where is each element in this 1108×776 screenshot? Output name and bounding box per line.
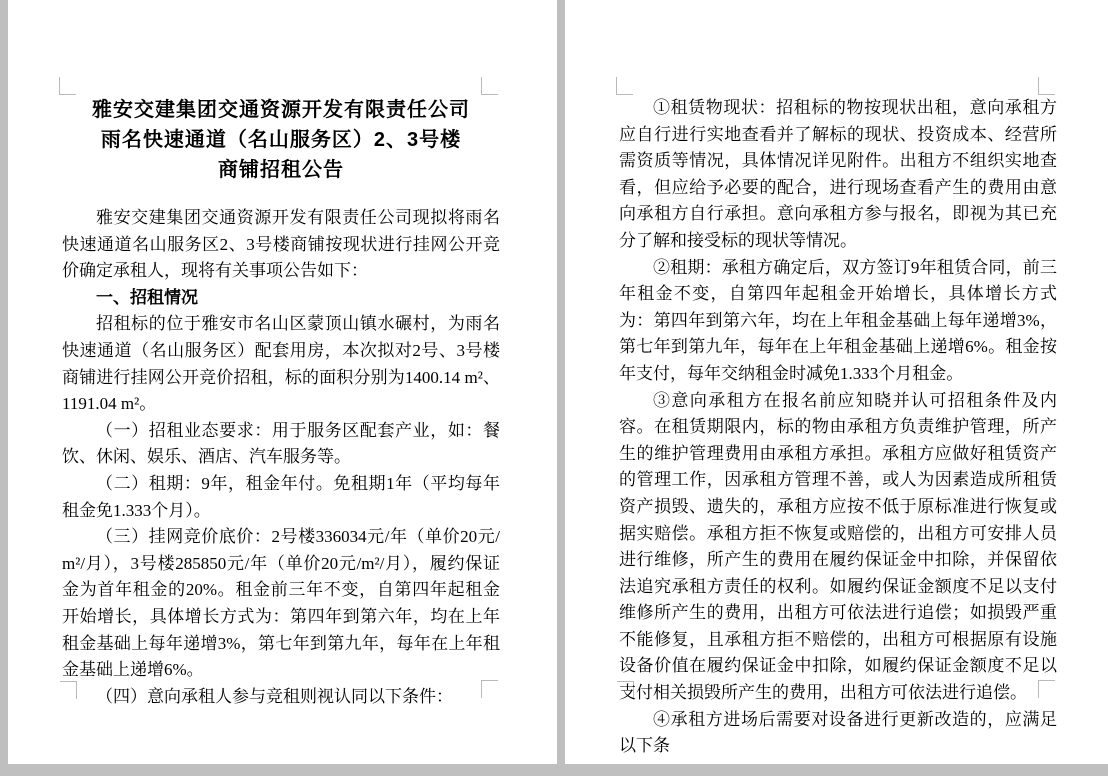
page-1[interactable] [8,0,557,764]
backdrop-bottom-gap [0,764,1108,776]
title-line-2: 雨名快速通道（名山服务区）2、3号楼 [100,129,462,151]
text-boundary-mark-top-left [616,77,633,95]
paragraph: ③意向承租方在报名前应知晓并认可招租条件及内容。在租赁期限内，标的物由承租方负责维护管理，所产生的维护管理费用由承租方承担。承租方应做好租赁资产的管理工作，因承租方管理不善，或人为因素造成所租赁资产损毁、遗失的，承租方应按不低于原标准进行恢复或据实赔偿。承租方拒不恢复或赔偿的，出租方可安排人员进行维修，所产生的费用在履约保证金中扣除，并保留依法追究承租方责任的权利。如履约保证金额度不足以支付维修所产生的费用，出租方可依法进行追偿；如损毁严重不能修复，且承租方拒不赔偿的，出租方可根据原有设施设备价值在履约保证金中扣除，如履约保证金额度不足以支付相关损毁所产生的费用，出租方可依法进行追偿。 [619,390,1057,703]
paragraph: （二）租期：9年，租金年付。免租期1年（平均每年租金免1.333个月）。 [62,473,500,520]
paragraph: 招租标的位于雅安市名山区蒙顶山镇水碾村，为雨名快速通道（名山服务区）配套用房，本次拟对2号、3号楼商铺进行挂网公开竞价招租，标的面积分别为1400.14 m²、1191.04 m²。 [62,314,500,414]
paragraph: （四）意向承租人参与竞租则视认同以下条件： [96,686,453,706]
paragraph: （三）挂网竞价底价：2号楼336034元/年（单价20元/m²/月），3号楼285850元/年（单价20元/m²/月），履约保证金为首年租金的20%。租金前三年不变，自第四年起租金开始增长，具体增长方式为：第四年到第六年，均在上年租金基础上每年递增3%，第七年到第九年，每年在上年租金基础上递增6%。 [62,527,500,680]
paragraph: ②租期：承租方确定后，双方签订9年租赁合同，前三年租金不变，自第四年起租金开始增长，具体增长方式为：第四年到第六年，均在上年租金基础上每年递增3%，第七年到第九年，每年在上年租金基础上递增6%。租金按年支付，每年交纳租金时减免1.333个月租金。 [619,257,1057,383]
document-title [62,95,500,185]
text-boundary-mark-top-right [481,77,498,95]
title-line-3: 商铺招租公告 [218,159,344,181]
title-line-1: 雅安交建集团交通资源开发有限责任公司 [92,99,470,121]
text-boundary-mark-top-left [59,77,76,95]
paragraph: ④承租方进场后需要对设备进行更新改造的，应满足以下条 [619,709,1057,756]
page-2[interactable] [565,0,1108,764]
paragraph: ①租赁物现状：招租标的物按现状出租，意向承租方应自行进行实地查看并了解标的现状、投资成本、经营所需资质等情况，具体情况详见附件。出租方不组织实地查看，但应给予必要的配合，进行现场查看产生的费用由意向承租方自行承担。意向承租方参与报名，即视为其已充分了解和接受标的现状等情况。 [619,98,1057,250]
backdrop-left-gap [0,0,8,764]
text-boundary-mark-top-right [1038,77,1055,95]
page-2-content [619,95,1057,760]
section-heading: 一、招租情况 [96,287,198,307]
page-1-content [62,95,500,710]
paragraph: （一）招租业态要求：用于服务区配套产业，如：餐饮、休闲、娱乐、酒店、汽车服务等。 [62,420,500,467]
page-gap [556,0,565,764]
paragraph: 雅安交建集团交通资源开发有限责任公司现拟将雨名快速通道名山服务区2、3号楼商铺按现状进行挂网公开竞价确定承租人，现将有关事项公告如下： [62,208,500,281]
